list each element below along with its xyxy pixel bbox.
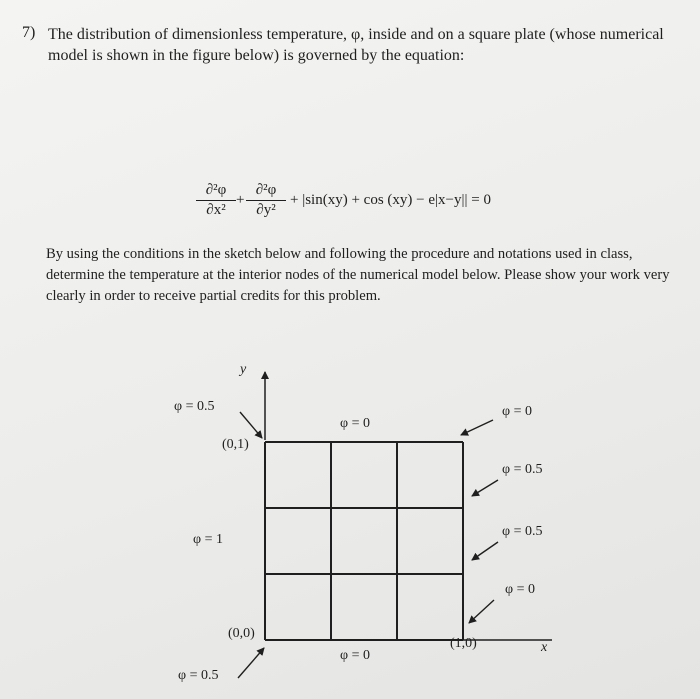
problem-number: 7) xyxy=(22,24,36,41)
grid-lines xyxy=(265,442,463,640)
arrow-top-left-corner xyxy=(240,412,262,438)
bc-top-right-corner: φ = 0 xyxy=(502,404,532,419)
fraction-denominator: ∂y² xyxy=(256,202,276,218)
bc-top-left-corner: φ = 0.5 xyxy=(174,399,215,414)
bc-top-edge: φ = 0 xyxy=(340,416,370,431)
corner-label-top-left: (0,1) xyxy=(222,437,249,452)
arrow-bottom-right-corner xyxy=(469,600,494,623)
bc-bottom-left-corner: φ = 0.5 xyxy=(178,668,219,683)
problem-instructions: By using the conditions in the sketch below and following the procedure and notations used in class, determine the temperature at the interior nodes of the numerical model below. Please show your work very clearly in order to receive partial credits for this problem. xyxy=(46,246,670,304)
arrow-bottom-left-corner xyxy=(238,648,264,678)
fraction-denominator: ∂x² xyxy=(206,202,226,218)
y-axis-label: y xyxy=(240,362,247,377)
bc-right-upper: φ = 0.5 xyxy=(502,462,543,477)
plus-sign: + xyxy=(236,192,245,208)
bc-bottom-right-corner: φ = 0 xyxy=(505,582,535,597)
equation-remainder: + |sin(xy) + cos (xy) − e|x−y|| = 0 xyxy=(290,192,491,208)
arrow-right-lower xyxy=(472,542,498,560)
bc-right-lower: φ = 0.5 xyxy=(502,524,543,539)
fraction-numerator: ∂²φ xyxy=(246,182,286,201)
x-axis-label: x xyxy=(541,640,548,655)
fraction-numerator: ∂²φ xyxy=(196,182,236,201)
bc-bottom-edge: φ = 0 xyxy=(340,648,370,663)
arrow-right-upper xyxy=(472,480,498,496)
bc-left-edge: φ = 1 xyxy=(193,532,223,547)
problem-intro: The distribution of dimensionless temperature, φ, inside and on a square plate (whose numerical model is shown in the figure below) is governed by the equation: xyxy=(48,26,664,64)
corner-label-bottom-left: (0,0) xyxy=(228,626,255,641)
corner-label-bottom-right: (1,0) xyxy=(450,636,477,651)
arrow-top-right-corner xyxy=(461,420,493,435)
